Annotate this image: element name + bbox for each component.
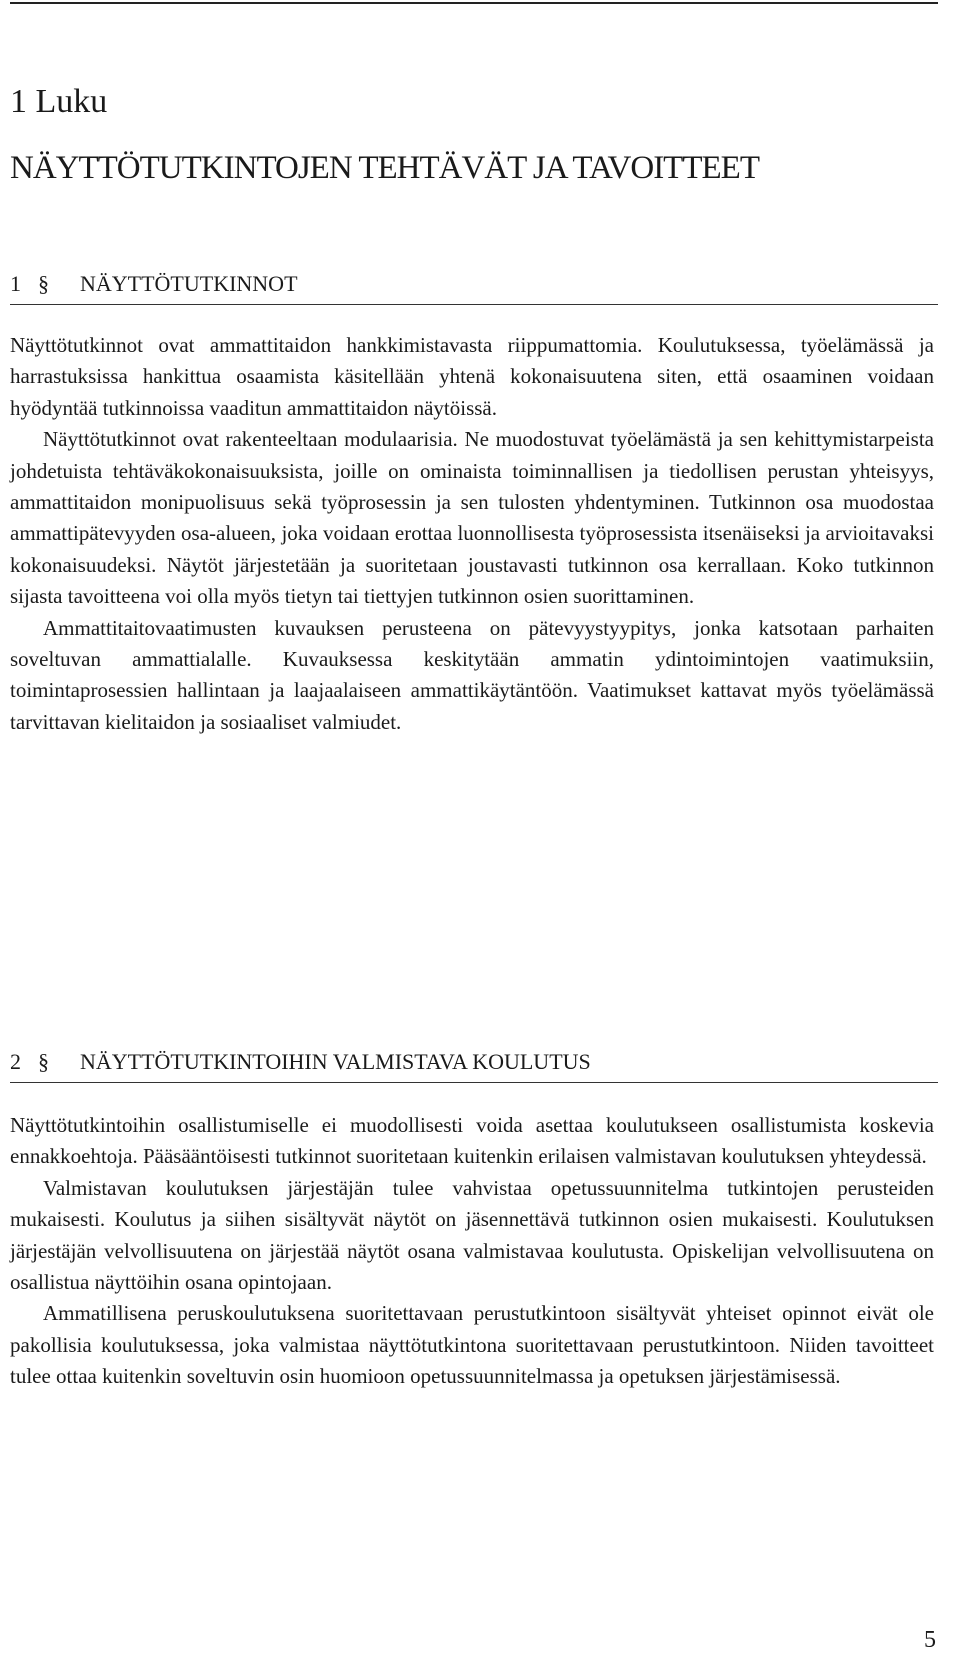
paragraph: Näyttötutkinnot ovat ammattitaidon hankkimistavasta riippumattomia. Koulutuksessa, työelämässä ja harrastuksissa hankittua osaamista käsitellään yhtenä kokonaisuutena siten, että osaaminen voidaan hyödyntää tutkinnoissa vaaditun ammattitaidon näytöissä. (10, 333, 934, 420)
chapter-number: 1 Luku (10, 83, 108, 120)
section-title: NÄYTTÖTUTKINTOIHIN VALMISTAVA KOULUTUS (80, 1049, 591, 1074)
section-mark: § (38, 271, 49, 296)
section-number: 2 (10, 1049, 21, 1074)
section-number: 1 (10, 271, 21, 296)
section-2-body (10, 1110, 934, 1393)
paragraph: Valmistavan koulutuksen järjestäjän tulee vahvistaa opetussuunnitelma tutkintojen perusteiden mukaisesti. Koulutus ja siihen sisältyvät näytöt on jäsennettävä tutkinnon osien mukaisesti. Koulutuksen järjestäjän velvollisuutena on järjestää näytöt osana valmistavaa koulutusta. Opiskelijan velvollisuutena on osallistua näyttöihin osana opintojaan. (10, 1175, 934, 1295)
top-rule (10, 2, 938, 4)
paragraph: Ammattitaitovaatimusten kuvauksen perusteena on pätevyystyypitys, jonka katsotaan parhaiten soveltuvan ammattialalle. Kuvauksessa keskitytään ammatin ydintoimintojen vaatimuksiin, toimintaprosessien hallintaan ja laajaalaiseen ammattikäytäntöön. Vaatimukset kattavat myös työelämässä tarvittavan kielitaidon ja sosiaaliset valmiudet. (10, 615, 934, 734)
section-title: NÄYTTÖTUTKINNOT (80, 271, 298, 296)
chapter-title: NÄYTTÖTUTKINTOJEN TEHTÄVÄT JA TAVOITTEET (10, 150, 759, 186)
section-heading-2 (10, 1048, 938, 1083)
section-heading-1 (10, 270, 938, 305)
page-number: 5 (924, 1627, 936, 1653)
paragraph: Näyttötutkintoihin osallistumiselle ei muodollisesti voida asettaa koulutukseen osallistumista koskevia ennakkoehtoja. Pääsääntöisesti tutkinnot suoritetaan kuitenkin erilaisen valmistavan koulutuksen yhteydessä. (10, 1113, 934, 1169)
section-mark: § (38, 1049, 49, 1074)
section-1-body (10, 330, 934, 738)
paragraph: Ammatillisena peruskoulutuksena suoritettavaan perustutkintoon sisältyvät yhteiset opinnot eivät ole pakollisia koulutuksessa, joka valmistaa näyttötutkintona suoritettavaan perustutkintoon. Niiden tavoitteet tulee ottaa kuitenkin soveltuvin osin huomioon opetussuunnitelmassa ja opetuksen järjestämisessä. (10, 1301, 934, 1389)
paragraph: Näyttötutkinnot ovat rakenteeltaan modulaarisia. Ne muodostuvat työelämästä ja sen kehittymistarpeista johdetuista tehtäväkokonaisuuksista, joille on ominaista toiminnallisen ja tiedollisen perustan yhteisyys, ammattitaidon monipuolisuus sekä työprosessin ja sen tulosten yhdentyminen. Tutkinnon osa muodostaa ammattipätevyyden osa-alueen, joka voidaan erottaa luonnollisesta työprosessista itsenäiseksi ja arvioitavaksi kokonaisuudeksi. Näytöt järjestetään ja suoritetaan joustavasti tutkinnon osa kerrallaan. Koko tutkinnon sijasta tavoitteena voi olla myös tietyn tai tiettyjen tutkinnon osien suorittaminen. (10, 427, 934, 609)
